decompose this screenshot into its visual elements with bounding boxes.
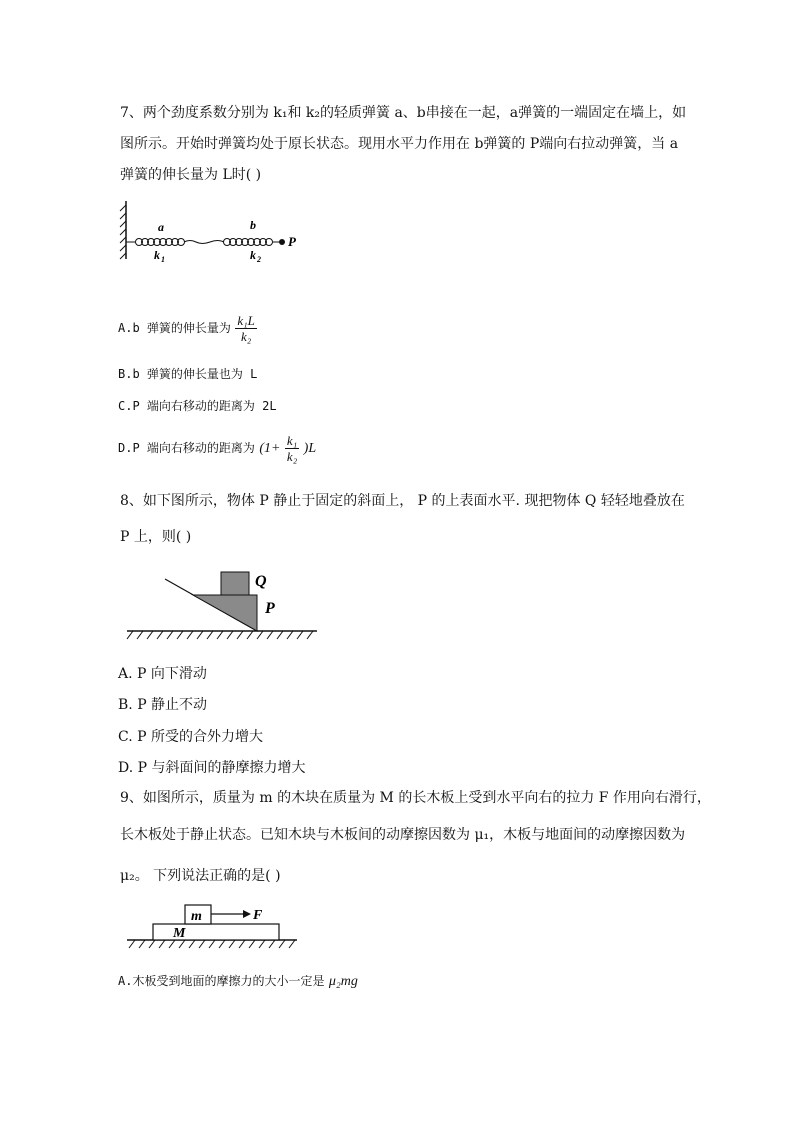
q7-option-a[interactable]	[118, 310, 257, 346]
spring-b	[224, 239, 281, 246]
label-p: P	[265, 600, 275, 617]
q8-option-d[interactable]: D. P 与斜面间的静摩擦力增大	[118, 760, 306, 776]
q7-option-d-text: D.P 端向右移动的距离为	[118, 441, 255, 455]
point-p-dot	[279, 239, 285, 245]
q9-stem-line3: μ₂。 下列说法正确的是( )	[120, 868, 281, 884]
q7-stem-line3: 弹簧的伸长量为 L时( )	[120, 167, 262, 183]
label-q: Q	[255, 573, 267, 590]
label-a: a	[158, 220, 164, 234]
q7-option-d-close: )L	[303, 441, 317, 456]
q8-stem-line1: 8、如下图所示，物体 P 静止于固定的斜面上， P 的上表面水平. 现把物体 Q 轻轻地叠放在	[120, 493, 685, 509]
q7-option-a-text: A.b 弹簧的伸长量为	[118, 321, 231, 335]
q7-option-a-fraction	[235, 313, 257, 344]
q9-option-a-expr: μ₂mg	[328, 974, 358, 989]
q7-option-c[interactable]: C.P 端向右移动的距离为 2L	[118, 399, 277, 413]
q8-stem-line2: P 上，则( )	[120, 529, 192, 545]
q7-option-d-fraction	[285, 433, 299, 464]
q7-option-a-den: k₂	[240, 328, 252, 344]
label-p: P	[288, 234, 296, 249]
q7-option-b[interactable]: B.b 弹簧的伸长量也为 L	[118, 367, 258, 381]
q9-stem-line1: 9、如图所示，质量为 m 的木块在质量为 M 的长木板上受到水平向右的拉力 F 作用向右滑行，	[120, 790, 711, 806]
label-m: m	[191, 909, 202, 924]
q9-option-a[interactable]	[118, 971, 358, 992]
q7-stem-line1: 7、两个劲度系数分别为 k₁和 k₂的轻质弹簧 a、b串接在一起，a弹簧的一端固定在墙上，如	[120, 105, 687, 121]
label-b: b	[250, 218, 256, 232]
q8-option-c[interactable]: C. P 所受的合外力增大	[118, 729, 263, 745]
q7-option-d[interactable]	[118, 430, 316, 466]
label-k1-sub: 1	[161, 255, 165, 264]
block-p	[193, 595, 257, 631]
q8-incline-figure	[125, 565, 320, 645]
board-M	[153, 924, 279, 940]
label-M: M	[173, 926, 186, 941]
q7-option-d-num: k₁	[286, 432, 298, 448]
label-k1: k	[154, 248, 160, 262]
q7-stem-line2: 图所示。开始时弹簧均处于原长状态。现用水平力作用在 b弹簧的 P端向右拉动弹簧，当 a	[120, 136, 679, 152]
label-F: F	[253, 908, 263, 923]
q7-option-d-den: k₂	[286, 448, 298, 464]
q7-spring-figure	[118, 195, 318, 265]
label-k2-sub: 2	[257, 255, 261, 264]
q9-option-a-text: A.木板受到地面的摩擦力的大小一定是	[118, 974, 325, 988]
spring-a	[126, 239, 224, 246]
label-k2: k	[250, 248, 256, 262]
q7-option-d-open: (1+	[259, 441, 281, 456]
block-q	[221, 572, 249, 595]
q7-option-a-num: k₁L	[237, 312, 255, 328]
q8-option-b[interactable]: B. P 静止不动	[118, 697, 208, 713]
q9-stem-line2: 长木板处于静止状态。已知木块与木板间的动摩擦因数为 μ₁，木板与地面间的动摩擦因数为	[120, 827, 686, 843]
q8-option-a[interactable]: A. P 向下滑动	[118, 666, 207, 682]
q9-board-figure	[125, 900, 300, 952]
